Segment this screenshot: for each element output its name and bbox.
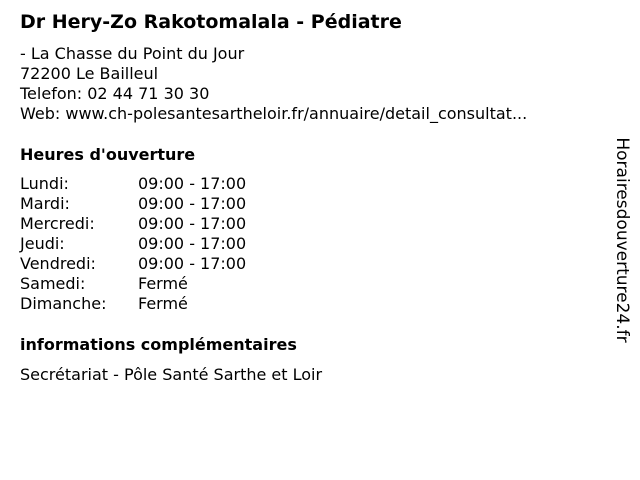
hours-time: 09:00 - 17:00 xyxy=(138,254,247,273)
hours-time: 09:00 - 17:00 xyxy=(138,234,247,253)
hours-day: Jeudi: xyxy=(20,234,65,253)
hours-day: Mercredi: xyxy=(20,214,95,233)
hours-time: Fermé xyxy=(138,294,188,313)
hours-time: 09:00 - 17:00 xyxy=(138,214,247,233)
hours-time: Fermé xyxy=(138,274,188,293)
hours-day: Samedi: xyxy=(20,274,86,293)
address-line-city: 72200 Le Bailleul xyxy=(20,64,159,83)
hours-day: Lundi: xyxy=(20,174,69,193)
hours-day: Dimanche: xyxy=(20,294,107,313)
website-link[interactable] xyxy=(20,104,527,124)
website-link-text[interactable]: Web: www.ch-polesantesartheloir.fr/annuaire/detail_consultat... xyxy=(20,104,528,123)
hours-time: 09:00 - 17:00 xyxy=(138,194,247,213)
additional-info-text: Secrétariat - Pôle Santé Sarthe et Loir xyxy=(20,365,323,384)
hours-day: Mardi: xyxy=(20,194,70,213)
contact-block xyxy=(20,44,527,124)
additional-info-heading: informations complémentaires xyxy=(20,335,297,354)
address-line-street: - La Chasse du Point du Jour xyxy=(20,44,245,63)
phone-number: Telefon: 02 44 71 30 30 xyxy=(20,84,210,103)
page-title: Dr Hery-Zo Rakotomalala - Pédiatre xyxy=(20,11,402,33)
hours-time: 09:00 - 17:00 xyxy=(138,174,247,193)
site-watermark: Horairesdouverture24.fr xyxy=(612,137,632,343)
hours-day: Vendredi: xyxy=(20,254,96,273)
opening-hours-heading: Heures d'ouverture xyxy=(20,145,196,164)
